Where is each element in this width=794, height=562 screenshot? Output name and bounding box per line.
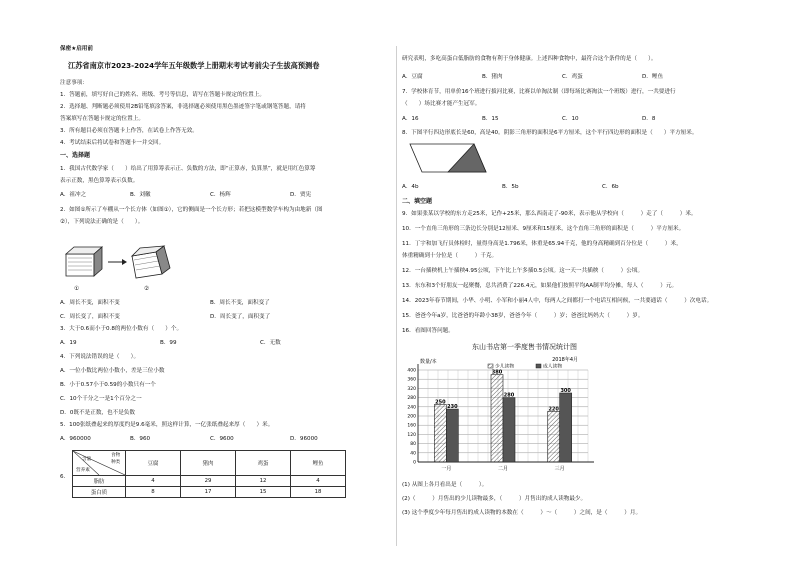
legend-swatch [536, 364, 541, 368]
q7-opt-c: C．10 [562, 116, 579, 122]
cuboid-figure-2 [132, 246, 170, 278]
q5-opt-c: C．9600 [210, 436, 234, 442]
data-label: 250 [435, 399, 446, 406]
notes-heading: 注意事项： [60, 80, 88, 86]
q8-stem: 8．下图平行四边形底长是60，高是40。阴影三角形的面积是6平方厘米，这个平行四边形的面积是（ ）平方厘米。 [402, 130, 698, 136]
q7-line2: （ ）场比赛才能产生冠军。 [402, 101, 481, 107]
table-cell: 15 [236, 487, 291, 498]
y-tick-label: 360 [407, 377, 416, 383]
chart-subtitle: 2018年4月 [552, 357, 578, 363]
table-cell: 29 [181, 476, 236, 487]
fig-label-2: ② [144, 286, 150, 292]
q6-number: 6． [60, 474, 70, 480]
fill-15: 15．爸爸今年a岁，比爸爸的年龄小38岁，爸爸今年（ ）岁；爸爸比妈妈大（ ）岁。 [402, 313, 644, 319]
q6-cont: 研究表明，多吃高蛋白低脂肪的食物有利于身体健康。上述四种食物中，最符合这个条件的是（ ）。 [402, 56, 657, 62]
q4-opt-d: D．0既不是正数，也不是负数 [60, 410, 135, 416]
data-label: 280 [503, 392, 515, 399]
y-tick-label: 320 [407, 386, 416, 392]
q2-figure [64, 244, 174, 284]
y-tick-label: 240 [407, 405, 416, 411]
fill-10: 10．一个直角三角形的三条边长分别是12厘米、9厘米和15厘米，这个直角三角形的面积是（ ）平方厘米。 [402, 226, 685, 232]
q8-opt-c: C．6b [602, 184, 619, 190]
q3-opt-b: B．99 [160, 340, 177, 346]
q7-opt-b: B．15 [482, 116, 499, 122]
q3-opt-a: A．19 [60, 340, 77, 346]
y-tick-label: 0 [413, 460, 416, 466]
fill-13: 13．东东和3个好朋友一起聚餐，总共消费了226.4元，如果他们按照平均AA制平均分摊，每人（ ）元。 [402, 283, 678, 289]
data-label: 220 [548, 406, 559, 413]
bar [434, 405, 446, 463]
section-choice-heading: 一、选择题 [60, 152, 91, 159]
table-cell: 18 [291, 487, 346, 498]
q8-opt-a: A．4b [402, 184, 419, 190]
x-tick-label: 二月 [497, 466, 509, 472]
q1-opt-a: A．祖冲之 [60, 192, 87, 198]
table-cell: 17 [181, 487, 236, 498]
q5-opt-b: B．960 [130, 436, 151, 442]
q2-line1: 2．如图①所示了车棚从一个长方体（如图①），它的侧面是一个长方形；若把这模型数学车构为由地新（图 [60, 207, 323, 213]
y-axis-label: 数量/本 [420, 359, 437, 365]
q6-opt-b: B．猪肉 [482, 74, 503, 80]
table-cell: 4 [291, 476, 346, 487]
corner-top: 食物 [111, 453, 121, 458]
col-header: 豆腐 [126, 451, 181, 476]
note-3: 3．所有题目必须在答题卡上作答，在试卷上作答无效。 [60, 128, 198, 134]
fill-9: 9．如果张某以学校的东方走25米，记作+25米，那么西南走了-90米，表示他从学校向（ ）走了（ ）米。 [402, 211, 697, 217]
y-tick-label: 400 [407, 368, 416, 374]
q4-opt-a: A．一位小数比两位小数小，差是三位小数 [60, 368, 165, 374]
note-1: 1．答题前，填写好自己的姓名、班级、考号等信息，请写在答题卡规定的位置上。 [60, 92, 265, 98]
q2-opt-c: C．周长变了，面积不变 [60, 314, 120, 320]
arrow-icon [108, 259, 127, 265]
fill-12: 12．一台插秧机上午插秧4.95公顷，下午比上午多插0.5公顷。这一天一共插秧（ ）公顷。 [402, 268, 644, 274]
column-divider [396, 46, 397, 546]
section-fill-heading: 二、填空题 [402, 198, 433, 205]
data-label: 300 [560, 388, 571, 394]
fill-11-line2: 体重精确到十分位是（ ）千克。 [402, 253, 498, 259]
x-tick-label: 一月 [441, 466, 452, 472]
table-row [73, 487, 346, 498]
data-label: 230 [447, 404, 458, 411]
nutrition-table [72, 450, 346, 498]
q16-sub2: (2)（ ）月售出的少儿读物最多，（ ）月售出的成人读物最少。 [402, 496, 587, 502]
q4-opt-c: C．10个千分之一是1个百分之一 [60, 396, 142, 402]
bar [446, 409, 458, 462]
q2-opt-b: B．周长不变，面积变了 [210, 300, 270, 306]
chart-title: 东山书店第一季度售书情况统计图 [472, 343, 577, 351]
q3-opt-c: C．无数 [260, 340, 281, 346]
bar-chart [402, 354, 612, 479]
y-tick-label: 80 [410, 442, 416, 448]
fig-label-1: ① [74, 286, 80, 292]
row-header: 蛋白质 [73, 487, 126, 498]
legend-label: 成人读物 [543, 364, 563, 370]
note-2: 2．选择题、判断题必须使用2B铅笔填涂答案，非选择题必须使用黑色墨迹签字笔或钢笔答题，请将 [60, 104, 306, 110]
table-row [73, 476, 346, 487]
fill-11-line1: 11．丁宇和加飞行员体检时，量得身高是1.796米，体重是65.94千克，他的身高精确到百分位是（ ）米， [402, 241, 682, 247]
q2-line2: ②），下列说法正确的是（ ）。 [60, 219, 144, 225]
col-header: 鸡蛋 [236, 451, 291, 476]
q7-line1: 7．学校体育节，用单价16个班进行拔河比赛，比赛以单淘汰制（即每场比赛淘汰一个班级）进行，一共要进行 [402, 89, 676, 95]
y-tick-label: 280 [407, 396, 416, 402]
q16-sub1: (1) 从图上各月看出是（ ）。 [402, 482, 488, 488]
row-header: 脂肪 [73, 476, 126, 487]
y-tick-label: 120 [407, 432, 416, 438]
corner-left: 含量 [82, 457, 92, 462]
y-tick-label: 40 [410, 451, 416, 457]
legend-label: 少儿读物 [495, 364, 515, 370]
q7-opt-d: D．8 [642, 116, 656, 122]
parallelogram-figure [408, 140, 488, 176]
q1-opt-b: B．刘徽 [130, 192, 151, 198]
q1-line1: 1．我国古代数学家（ ）给出了用算筹表示正、负数的方法，即“正算赤，负算黑”，就是用红色算筹 [60, 166, 316, 172]
fill-14: 14．2023年春节期间，小华、小明、小军和小丽4人中，每两人之间都打一个电话互相问候，一共要通话（ ）次电话。 [402, 298, 713, 304]
q16-sub3: (3) 这个季度少年每月售出的成人读物的本数在（ ）～（ ）之间，是（ ）月。 [402, 510, 642, 516]
bar [548, 411, 560, 462]
table-cell: 4 [126, 476, 181, 487]
y-tick-label: 200 [407, 414, 416, 420]
x-tick-label: 三月 [554, 466, 565, 472]
secret-label: 保密★启用前 [60, 46, 93, 52]
q6-opt-c: C．鸡蛋 [562, 74, 583, 80]
q1-opt-c: C．杨辉 [210, 192, 231, 198]
q5-opt-a: A．960000 [60, 436, 91, 442]
table-header-row [73, 451, 346, 476]
q8-opt-b: B．5b [502, 184, 519, 190]
q5-opt-d: D．96000 [290, 436, 318, 442]
col-header: 猪肉 [181, 451, 236, 476]
q5-stem: 5．100张纸叠起来的厚度约是9.6毫米，照这样计算，一亿张纸叠起来厚（ ）米。 [60, 422, 274, 428]
q2-opt-d: D．周长变了，面积变了 [210, 314, 271, 320]
q6-opt-a: A．豆腐 [402, 74, 423, 80]
q4-opt-b: B．小于0.57小于0.59的小数只有一个 [60, 382, 156, 388]
exam-title: 江苏省南京市2023-2024学年五年级数学上册期末考试考前尖子生拔高预测卷 [68, 61, 320, 70]
q1-line2: 表示正数，黑色算筹表示负数。 [60, 178, 139, 184]
q1-opt-d: D．贾宪 [290, 192, 312, 198]
table-cell: 12 [236, 476, 291, 487]
table-cell: 8 [126, 487, 181, 498]
q3-stem: 3．大于0.6而小于0.8的两位小数有（ ）个。 [60, 326, 183, 332]
bar [560, 393, 572, 462]
col-header: 鲤鱼 [291, 451, 346, 476]
data-label: 380 [491, 369, 503, 376]
corner-mid: 种类 [111, 460, 121, 465]
legend-swatch [488, 364, 493, 368]
note-4: 4．考试结束后将试卷和答题卡一并交回。 [60, 140, 165, 146]
fill-16: 16．看图回答问题。 [402, 328, 454, 334]
table-corner-cell [73, 451, 126, 476]
q7-opt-a: A．16 [402, 116, 419, 122]
q6-opt-d: D．鲤鱼 [642, 74, 664, 80]
bar [503, 398, 515, 462]
corner-bottom: 营养素 [76, 468, 90, 473]
note-2b: 答案填写在答题卡规定的位置上。 [60, 116, 144, 122]
bar [491, 375, 503, 462]
q4-stem: 4．下列说法错误的是（ ）。 [60, 354, 140, 360]
y-tick-label: 160 [407, 423, 416, 429]
cuboid-figure-1 [66, 247, 102, 276]
q2-opt-a: A．周长不变，面积不变 [60, 300, 120, 306]
